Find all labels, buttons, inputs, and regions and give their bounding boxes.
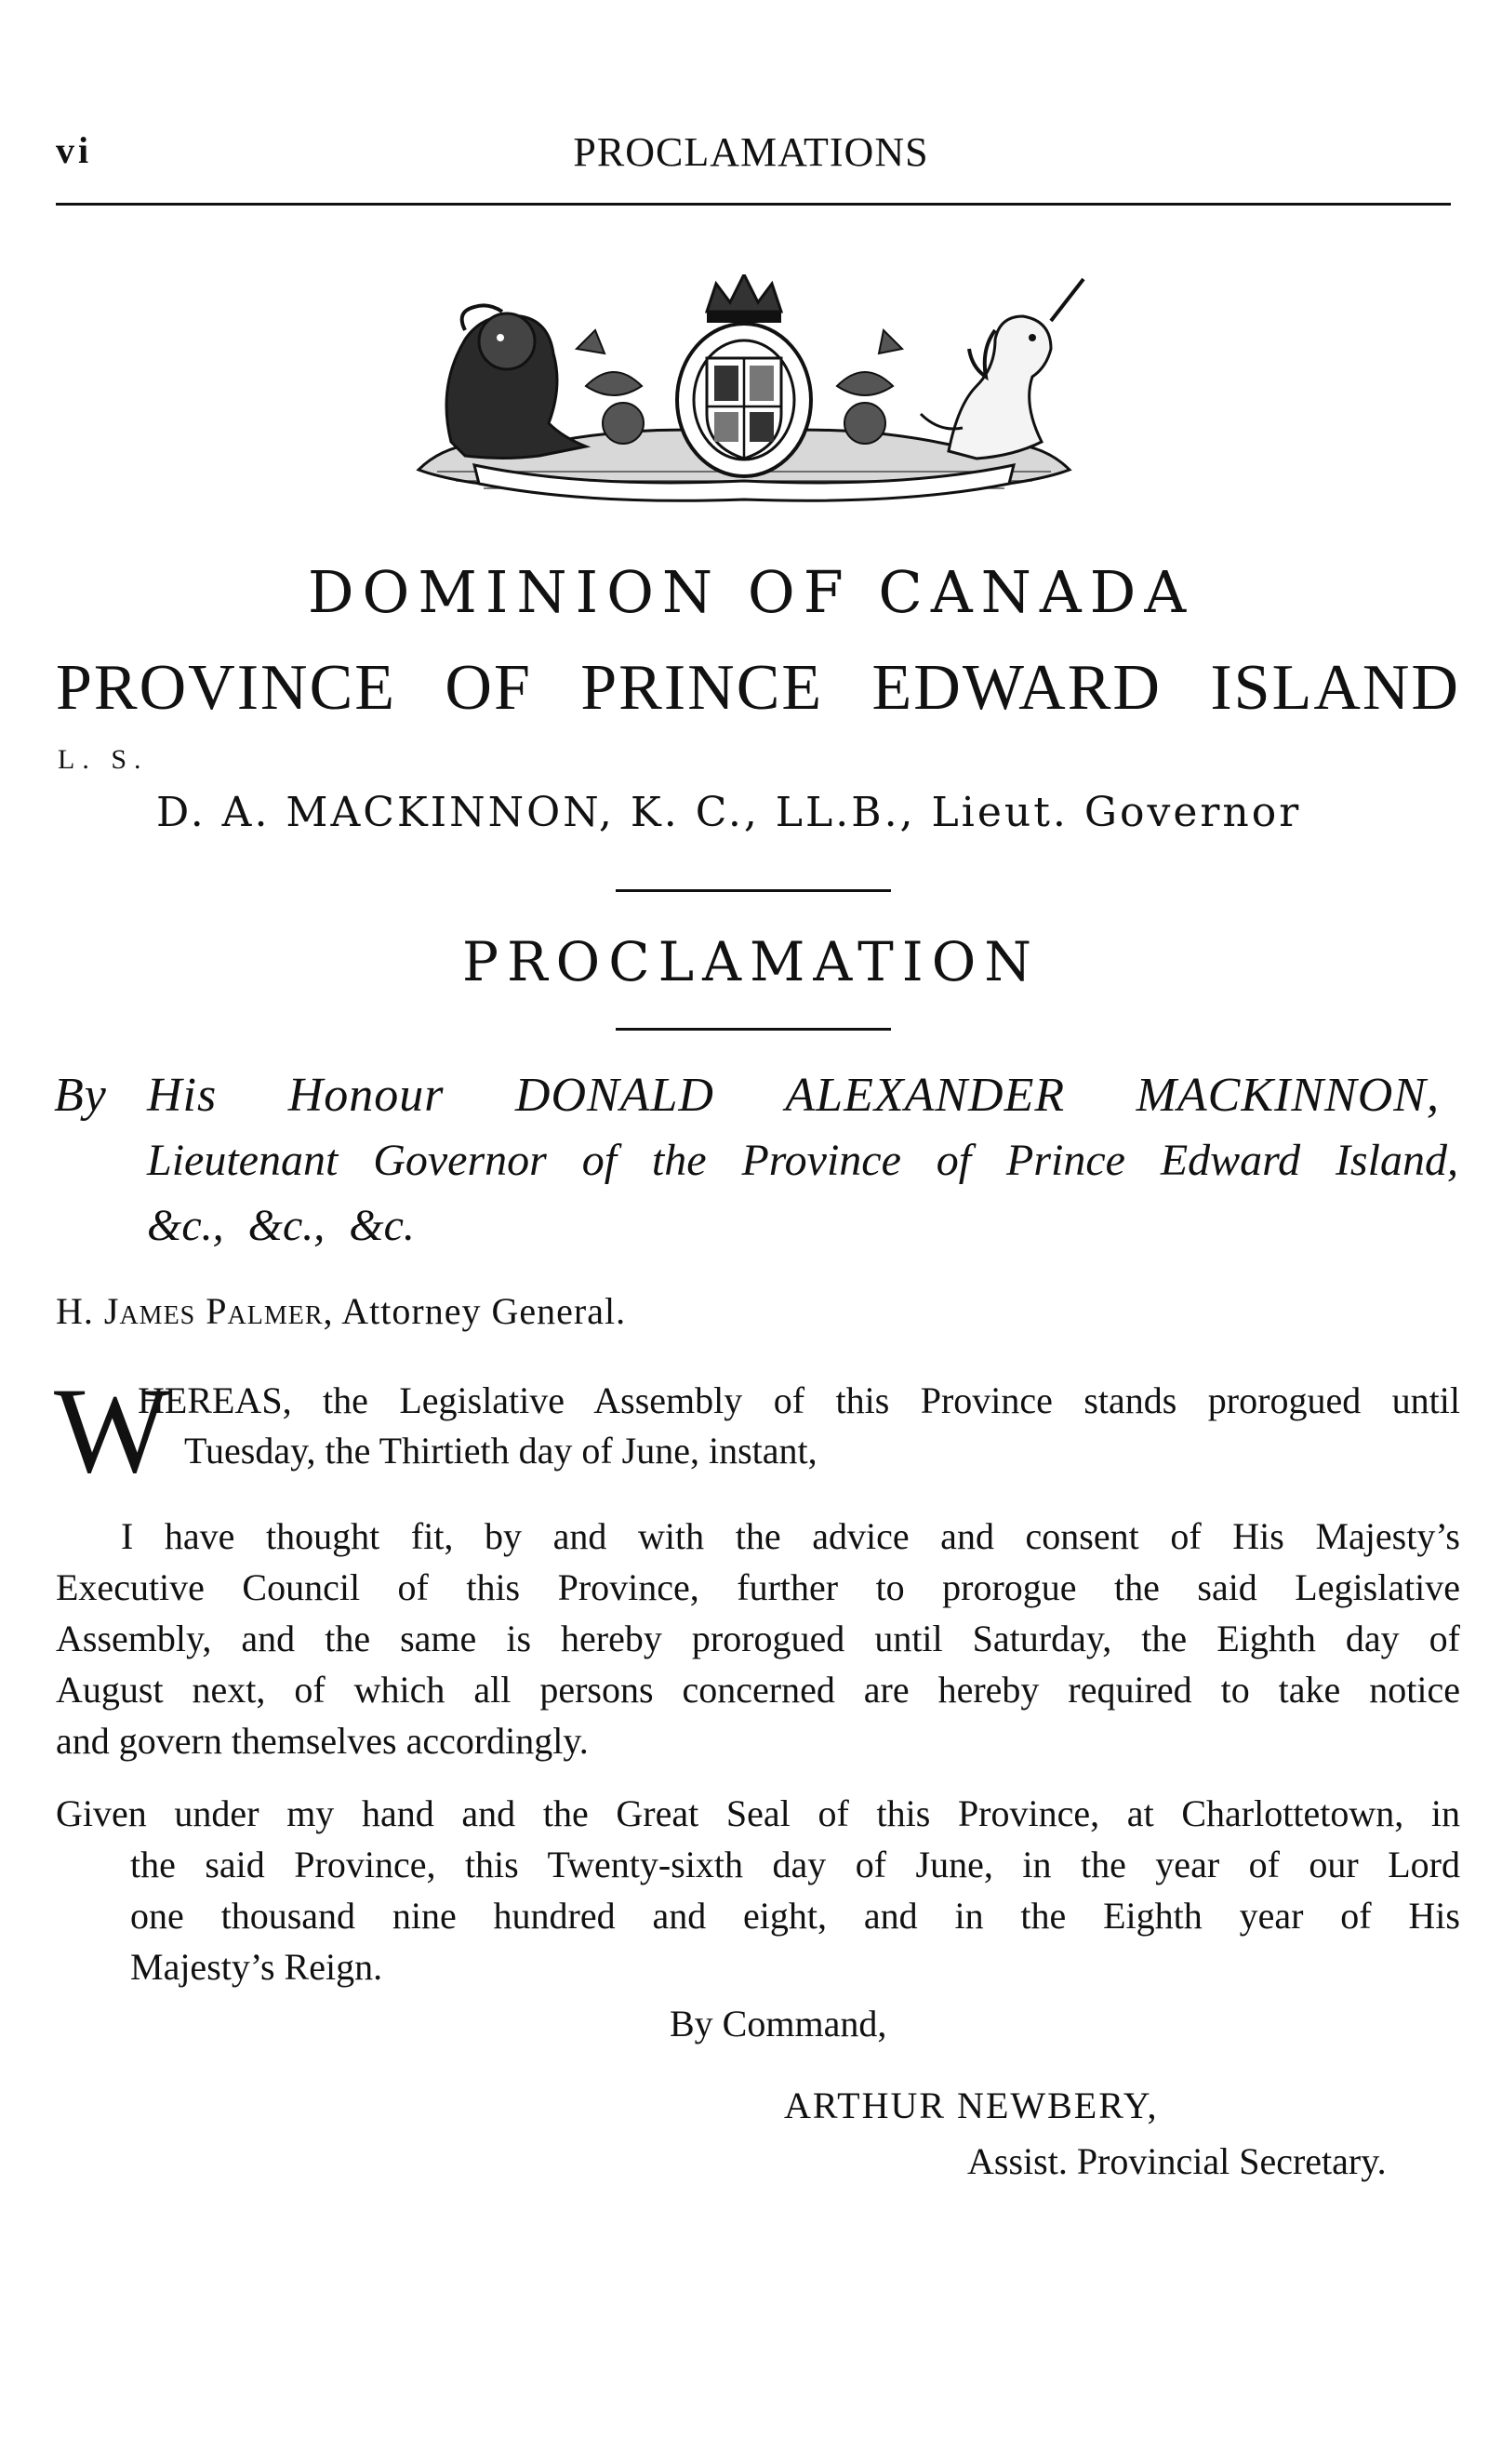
title-word: Island, [1335,1136,1458,1185]
title-word: Lieutenant [147,1136,339,1185]
title-word: Prince [1006,1136,1125,1185]
province-heading [56,651,1460,726]
by-word: By [54,1069,107,1122]
locus-sigilli-mark: L. S. [58,744,149,775]
paragraph-line: and govern themselves accordingly. [56,1720,589,1762]
page-number: vi [56,129,93,171]
paragraph-line: Given under my hand and the Great Seal of this Province, at Charlottetown, in [56,1792,1460,1834]
issuing-authority-line [54,1068,1458,1123]
province-word: PRINCE [580,652,824,724]
province-word: EDWARD [871,652,1162,724]
signer-name: ARTHUR NEWBERY, [784,2084,1159,2126]
issuer-word: Honour [287,1069,445,1122]
title-word: Edward [1160,1136,1301,1185]
issuer-name [147,1068,1440,1123]
whereas-line-2: Tuesday, the Thirtieth day of June, instant, [184,1430,817,1472]
paragraph-line: one thousand nine hundred and eight, and in the Eighth year of His [130,1895,1460,1937]
paragraph-line: the said Province, this Twenty-sixth day of June, in the year of our Lord [130,1844,1460,1885]
unicorn-supporter-icon [921,279,1083,459]
drop-cap: W [54,1362,170,1498]
etcetera-line: &c., &c., &c. [147,1201,415,1250]
title-word: Governor [373,1136,547,1185]
title-word: of [581,1136,618,1185]
divider-rule [616,1028,891,1031]
province-word: ISLAND [1210,652,1460,724]
title-word: Province [741,1136,901,1185]
attorney-title: , Attorney General. [323,1290,627,1332]
paragraph-line: Assembly, and the same is hereby prorogued until Saturday, the Eighth day of [56,1618,1460,1659]
signer-title: Assist. Provincial Secretary. [967,2140,1387,2182]
title-word: the [651,1136,707,1185]
lion-supporter-icon [446,305,586,458]
attorney-general-line [56,1289,626,1333]
issuer-word: MACKINNON, [1136,1069,1440,1122]
crown-icon [707,274,781,323]
dominion-heading: DOMINION OF CANADA [307,558,1195,626]
prorogation-paragraph [56,1511,1460,1766]
by-command: By Command, [670,2003,887,2044]
paragraph-line: August next, of which all persons concerned are hereby required to take notice [56,1669,1460,1711]
paragraph-line: Majesty’s Reign. [130,1946,383,1988]
royal-coat-of-arms-emblem [400,274,1088,521]
header-rule [56,203,1451,206]
issuer-word: ALEXANDER [785,1069,1066,1122]
province-word: OF [445,652,532,724]
title-word: of [936,1136,972,1185]
issuer-word: His [147,1069,218,1122]
attorney-name: James Palmer [103,1290,324,1332]
issuer-word: DONALD [514,1069,714,1122]
attorney-initial: H. [56,1290,94,1332]
shield-icon [707,358,781,459]
running-title: PROCLAMATIONS [573,129,929,175]
given-under-paragraph [56,1788,1460,1992]
whereas-line-1: HEREAS, the Legislative Assembly of this Province stands prorogued until [138,1379,1460,1421]
divider-rule [616,889,891,892]
paragraph-line: I have thought fit, by and with the advice and consent of His Majesty’s [121,1515,1460,1557]
proclamation-heading: PROCLAMATION [461,930,1041,993]
issuer-title [147,1135,1458,1186]
paragraph-line: Executive Council of this Province, further to prorogue the said Legislative [56,1566,1460,1608]
governor-line: D. A. MACKINNON, K. C., LL.B., Lieut. Governor [156,789,1302,836]
province-word: PROVINCE [56,652,397,724]
